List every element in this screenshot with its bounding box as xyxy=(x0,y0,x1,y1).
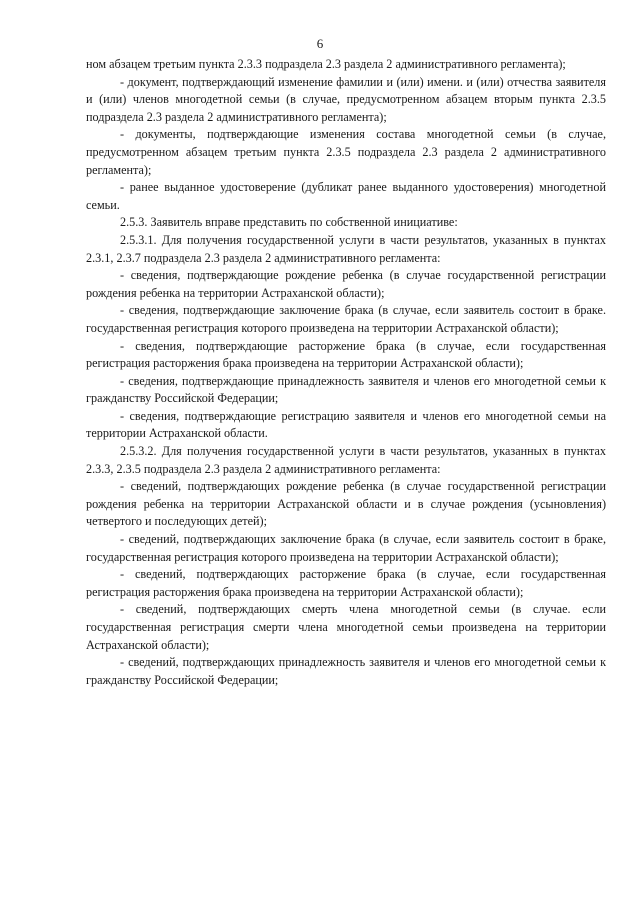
paragraph: - ранее выданное удостоверение (дубликат ранее выданного удостоверения) многодетной семьи. xyxy=(86,180,606,212)
list-item: - сведений, подтверждающих рождение ребенка (в случае государственной регистрации рождения ребенка на территории Астраханской области и в случае рождения (усыновления) четвертого и последующих детей); xyxy=(86,479,606,529)
list-item: - сведений, подтверждающих принадлежность заявителя и членов его многодетной семьи к гражданству Российской Федерации; xyxy=(86,655,606,687)
list-item: - сведения, подтверждающие принадлежность заявителя и членов его многодетной семьи к гражданству Российской Федерации; xyxy=(86,373,606,406)
list-item: - сведений, подтверждающих смерть члена многодетной семьи (в случае. если государственная регистрация смерти члена многодетной семьи произведена на территории Астраханской области); xyxy=(86,602,606,652)
paragraph: 2.5.3.2. Для получения государственной услуги в части результатов, указанных в пунктах 2.3.3, 2.3.5 подраздела 2.3 раздела 2 административного регламента: xyxy=(86,444,606,476)
page-number: 6 xyxy=(316,36,324,51)
list-item: - сведений, подтверждающих заключение брака (в случае, если заявитель состоит в браке, государственная регистрация которого произведена на территории Астраханской области); xyxy=(86,532,606,564)
paragraph: - документ, подтверждающий изменение фамилии и (или) имени. и (или) отчества заявителя и (или) членов многодетной семьи (в случае, предусмотренном абзацем вторым пункта 2.3.5 подраздела 2.3 раздела 2 административного регламента); xyxy=(86,74,606,124)
list-item: - сведения, подтверждающие заключение брака (в случае, если заявитель состоит в браке. государственная регистрация которого произведена на территории Астраханской области); xyxy=(86,303,606,335)
document-body xyxy=(86,56,606,689)
list-item: - сведений, подтверждающих расторжение брака (в случае, если государственная регистрация расторжения брака произведена на территории Астраханской области); xyxy=(86,567,606,599)
section-heading: 2.5.3. Заявитель вправе представить по собственной инициативе: xyxy=(120,215,458,230)
paragraph: 2.5.3.1. Для получения государственной услуги в части результатов, указанных в пунктах 2.3.1, 2.3.7 подраздела 2.3 раздела 2 административного регламента: xyxy=(86,232,606,265)
paragraph: - документы, подтверждающие изменения состава многодетной семьи (в случае, предусмотренном абзацем третьим пункта 2.3.5 подраздела 2.3 раздела 2 административного регламента); xyxy=(86,127,606,177)
list-item: - сведения, подтверждающие регистрацию заявителя и членов его многодетной семьи на территории Астраханской области. xyxy=(86,408,606,441)
list-item: - сведения, подтверждающие рождение ребенка (в случае государственной регистрации рождения ребенка на территории Астраханской области); xyxy=(86,268,606,300)
list-item: - сведения, подтверждающие расторжение брака (в случае, если государственная регистрация расторжения брака произведена на территории Астраханской области); xyxy=(86,338,606,371)
paragraph: ном абзацем третьим пункта 2.3.3 подраздела 2.3 раздела 2 административного регламента); xyxy=(86,57,566,71)
